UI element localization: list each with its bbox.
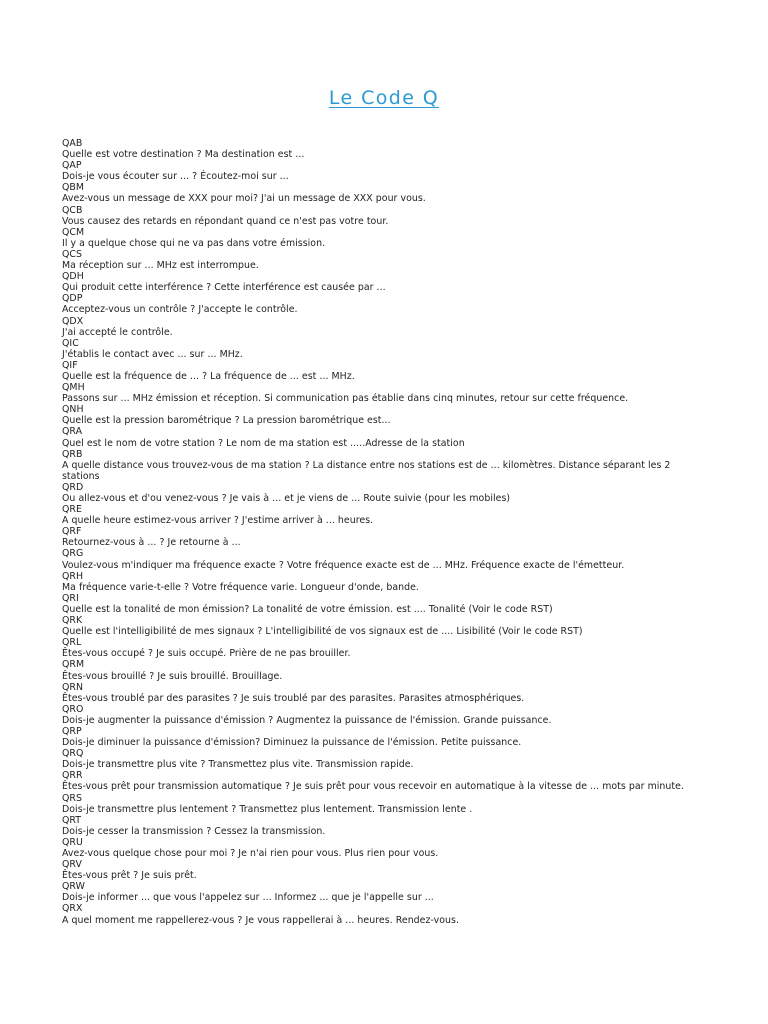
q-code-entry: [62, 903, 686, 925]
q-code: QDP: [62, 293, 83, 305]
q-code-entry: [62, 338, 686, 360]
q-code-entry: [62, 704, 686, 726]
q-code-description: Dois-je transmettre plus vite ? Transmettez plus vite. Transmission rapide.: [62, 759, 414, 771]
q-code-entry: [62, 227, 686, 249]
q-code-description: Ou allez-vous et d'ou venez-vous ? Je vais à ... et je viens de ... Route suivie (pour les mobiles): [62, 493, 511, 504]
q-code-entry: [62, 815, 686, 837]
q-code: QRI: [62, 592, 79, 604]
q-code-entry: [62, 637, 686, 659]
q-code: QRU: [62, 836, 83, 848]
q-code-entry: [62, 548, 686, 570]
q-code-description: Dois-je diminuer la puissance d'émission? Diminuez la puissance de l'émission. Petite puissance.: [62, 737, 522, 749]
q-code: QRP: [62, 725, 82, 737]
q-code: QRA: [62, 426, 83, 438]
q-code-description: Dois-je vous écouter sur ... ? Écoutez-moi sur ...: [62, 171, 289, 183]
q-code-description: Êtes-vous prêt pour transmission automatique ? Je suis prêt pour vous recevoir en automatique à la vitesse de ... mots par minute.: [62, 781, 684, 793]
q-code-description: Quelle est la pression barométrique ? La pression barométrique est...: [62, 415, 391, 427]
q-code-description: Voulez-vous m'indiquer ma fréquence exacte ? Votre fréquence exacte est de ... MHz. Fréquence exacte de l'émetteur.: [62, 559, 625, 571]
q-code: QDX: [62, 315, 84, 327]
q-code: QRD: [62, 481, 84, 493]
q-code-entry: [62, 138, 686, 160]
q-code: QCB: [62, 204, 83, 216]
q-code: QRL: [62, 637, 82, 649]
q-code-entry: [62, 615, 686, 637]
q-code: QRB: [62, 448, 83, 460]
q-code-description: Acceptez-vous un contrôle ? J'accepte le contrôle.: [62, 304, 298, 316]
q-code-entry: [62, 593, 686, 615]
q-code: QBM: [62, 182, 85, 194]
q-code: QRT: [62, 814, 82, 826]
q-code-description: Dois-je informer ... que vous l'appelez sur ... Informez ... que je l'appelle sur ...: [62, 892, 434, 904]
q-code-description: Quelle est la tonalité de mon émission? La tonalité de votre émission. est .... Tonalité (Voir le code RST): [62, 603, 553, 615]
q-code-entry: [62, 526, 686, 548]
q-code: QCS: [62, 248, 83, 260]
q-code: QRF: [62, 526, 82, 538]
q-code: QCM: [62, 226, 85, 238]
q-code-entry: [62, 748, 686, 770]
q-code-entry: [62, 726, 686, 748]
q-code-description: Ma fréquence varie-t-elle ? Votre fréquence varie. Longueur d'onde, bande.: [62, 581, 419, 593]
q-code: QIC: [62, 337, 79, 349]
q-code-description: Êtes-vous troublé par des parasites ? Je suis troublé par des parasites. Parasites atmosphériques.: [62, 692, 525, 704]
q-code-description: Passons sur ... MHz émission et réception. Si communication pas établie dans cinq minutes, retour sur cette fréquence.: [62, 393, 629, 405]
q-code-description: Qui produit cette interférence ? Cette interférence est causée par ...: [62, 282, 386, 294]
q-code-entry: [62, 859, 686, 881]
q-code: QDH: [62, 271, 84, 283]
q-code-entry: [62, 360, 686, 382]
q-code: QRX: [62, 903, 83, 915]
q-code-entry: [62, 404, 686, 426]
q-code-description: Êtes-vous occupé ? Je suis occupé. Prière de ne pas brouiller.: [62, 648, 351, 660]
q-code-description: Dois-je transmettre plus lentement ? Transmettez plus lentement. Transmission lente .: [62, 803, 473, 815]
q-code: QRE: [62, 504, 82, 516]
q-code-entry: [62, 659, 686, 681]
q-code-description: J'établis le contact avec ... sur ... MHz.: [62, 348, 243, 360]
q-code-description: Quelle est la fréquence de ... ? La fréquence de ... est ... MHz.: [62, 370, 355, 382]
q-code-description: Vous causez des retards en répondant quand ce n'est pas votre tour.: [62, 215, 389, 227]
q-code-description: Dois-je augmenter la puissance d'émission ? Augmentez la puissance de l'émission. Grande puissance.: [62, 714, 552, 726]
q-code: QRS: [62, 792, 82, 804]
q-code-entry: [62, 504, 686, 526]
q-code-entry: [62, 426, 686, 448]
q-code-description: Avez-vous un message de XXX pour moi? J'ai un message de XXX pour vous.: [62, 193, 426, 205]
q-code: QRK: [62, 615, 83, 627]
q-code-description: J'ai accepté le contrôle.: [62, 326, 173, 338]
q-code-description: Êtes-vous prêt ? Je suis prêt.: [62, 870, 197, 882]
document-title: [0, 86, 768, 110]
q-code-entry: [62, 182, 686, 204]
q-code-description: A quelle heure estimez-vous arriver ? J'estime arriver à ... heures.: [62, 515, 374, 527]
q-code: QRQ: [62, 748, 84, 760]
q-code-entry: [62, 793, 686, 815]
q-code: QAB: [62, 138, 83, 149]
q-code-description: Il y a quelque chose qui ne va pas dans votre émission.: [62, 237, 326, 249]
q-code: QRO: [62, 703, 84, 715]
q-code-entry: [62, 770, 686, 792]
q-code: QRV: [62, 859, 82, 871]
q-code: QMH: [62, 382, 85, 394]
q-code-entry: [62, 160, 686, 182]
q-code-description: Quelle est l'intelligibilité de mes signaux ? L'intelligibilité de vos signaux est de .... Lisibilité (Voir le code RST): [62, 626, 583, 638]
q-code-entry: [62, 316, 686, 338]
q-code-entry: [62, 837, 686, 859]
q-code-description: Êtes-vous brouillé ? Je suis brouillé. Brouillage.: [62, 670, 283, 682]
q-code-entry: [62, 571, 686, 593]
q-code-entry: [62, 482, 686, 504]
q-code-entry: [62, 271, 686, 293]
q-code-description: Ma réception sur ... MHz est interrompue.: [62, 260, 259, 272]
q-code-entry: [62, 249, 686, 271]
q-code: QRR: [62, 770, 83, 782]
q-code-description: Dois-je cesser la transmission ? Cessez la transmission.: [62, 825, 326, 837]
q-code-description: Retournez-vous à ... ? Je retourne à ...: [62, 537, 241, 549]
q-code-entry: [62, 293, 686, 315]
q-code: QRN: [62, 681, 84, 693]
q-code-description: A quel moment me rappellerez-vous ? Je vous rappellerai à ... heures. Rendez-vous.: [62, 914, 459, 926]
q-code-list: [62, 138, 686, 926]
q-code-entry: [62, 382, 686, 404]
title-link[interactable]: Le Code Q: [328, 87, 440, 109]
q-code-entry: [62, 682, 686, 704]
q-code: QRM: [62, 659, 85, 671]
q-code: QIF: [62, 359, 78, 371]
q-code-entry: [62, 205, 686, 227]
q-code-description: Quelle est votre destination ? Ma destination est ...: [62, 149, 305, 161]
q-code: QAP: [62, 160, 82, 172]
q-code-entry: [62, 449, 686, 482]
q-code-description: Quel est le nom de votre station ? Le nom de ma station est .....Adresse de la station: [62, 437, 465, 449]
q-code: QRG: [62, 548, 84, 560]
q-code: QRW: [62, 881, 85, 893]
q-code: QRH: [62, 570, 84, 582]
q-code: QNH: [62, 404, 84, 416]
q-code-description: A quelle distance vous trouvez-vous de ma station ? La distance entre nos stations est de ... kilomètres. Distance séparant les 2 stations: [62, 459, 671, 482]
q-code-description: Avez-vous quelque chose pour moi ? Je n'ai rien pour vous. Plus rien pour vous.: [62, 848, 439, 859]
q-code-entry: [62, 881, 686, 903]
